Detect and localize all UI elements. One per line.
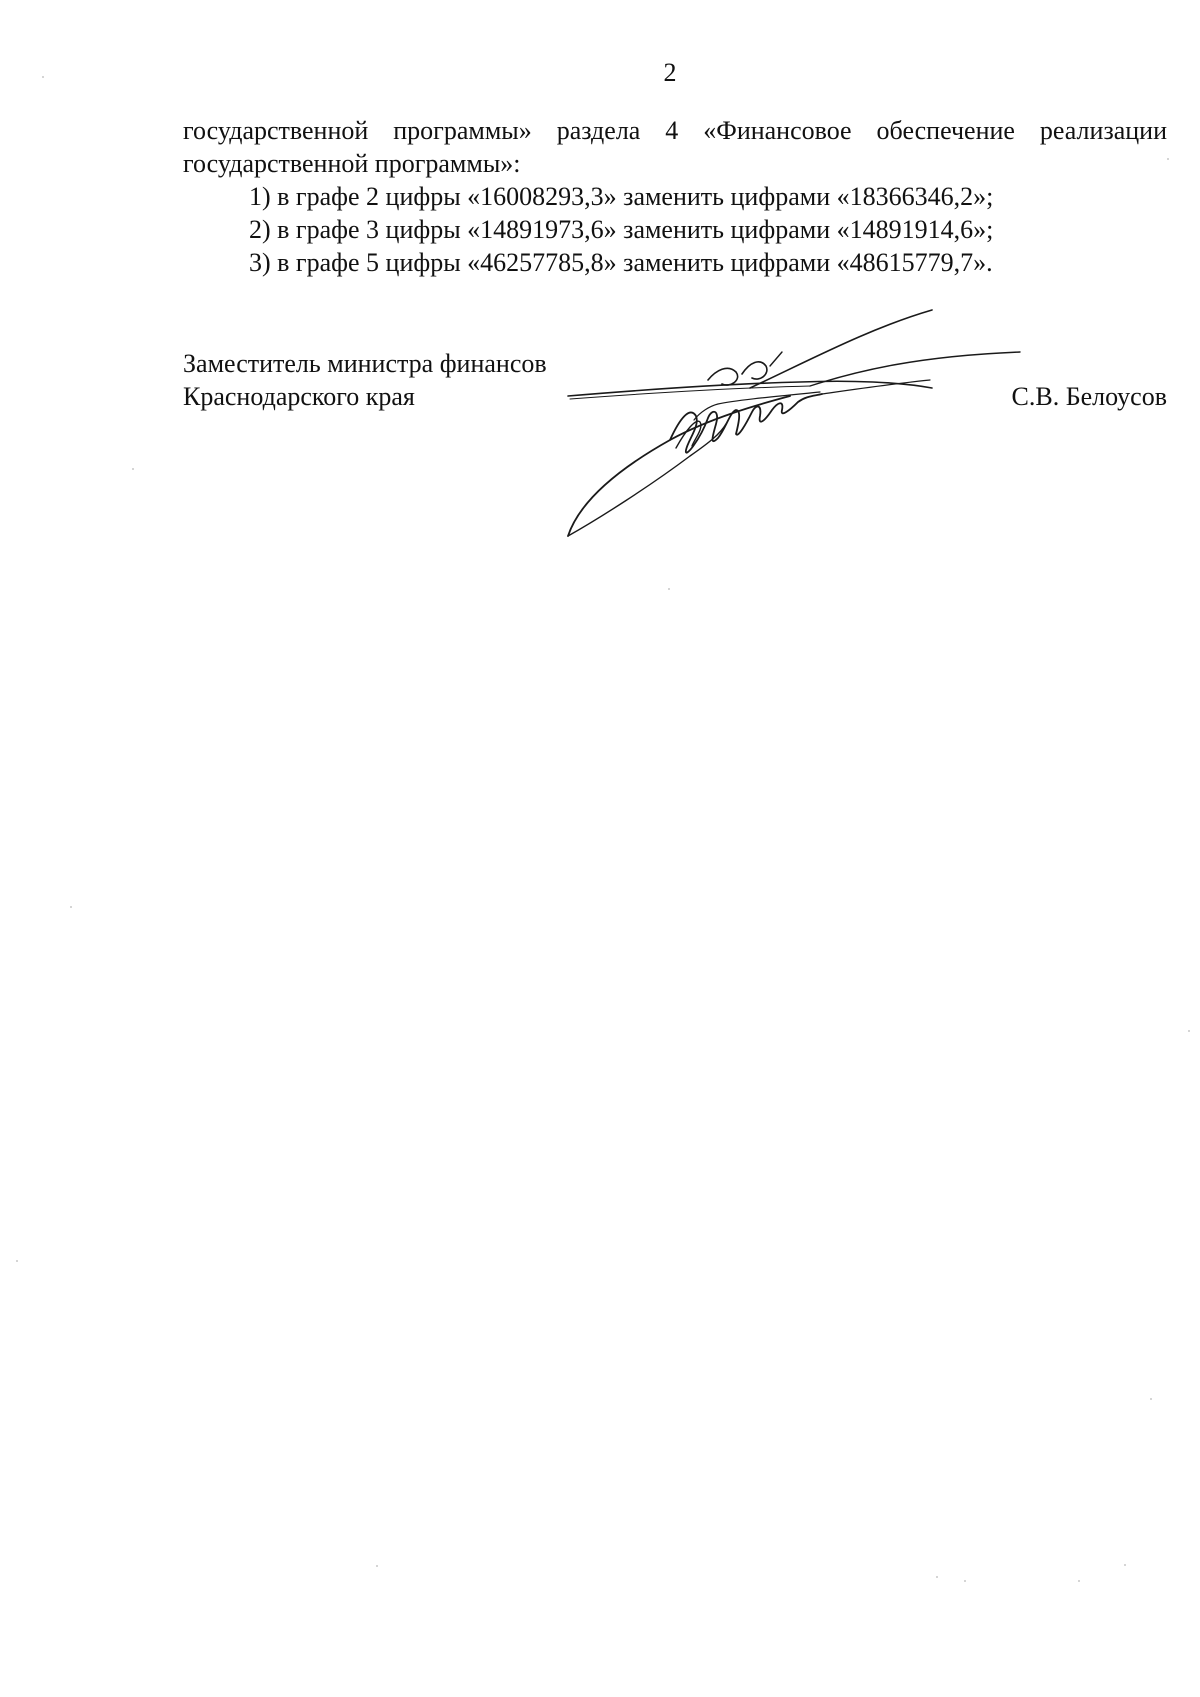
intro-paragraph: государственной программы» раздела 4 «Финансовое обеспечение реализации государственной программы»: (183, 116, 1167, 178)
scan-speck (42, 76, 44, 78)
list-item: 2) в графе 3 цифры «14891973,6» заменить цифрами «14891914,6»; (249, 215, 994, 244)
handwritten-signature (560, 300, 1040, 540)
position-line: Краснодарского края (183, 382, 415, 411)
page-number: 2 (663, 58, 677, 87)
scan-speck (1124, 1564, 1126, 1566)
signer-name: С.В. Белоусов (1011, 382, 1167, 411)
scan-speck (1150, 1398, 1152, 1400)
scan-speck (376, 1565, 378, 1567)
document-body (183, 114, 1167, 279)
scan-speck (16, 1260, 18, 1262)
scan-speck (1167, 158, 1169, 160)
scan-speck (936, 1576, 938, 1578)
scan-speck (70, 906, 72, 908)
list-item: 1) в графе 2 цифры «16008293,3» заменить цифрами «18366346,2»; (249, 182, 994, 211)
list-item: 3) в графе 5 цифры «46257785,8» заменить цифрами «48615779,7». (249, 248, 993, 277)
scan-speck (132, 468, 134, 470)
scan-speck (1188, 1030, 1190, 1032)
scan-speck (668, 588, 670, 590)
position-line: Заместитель министра финансов (183, 349, 547, 378)
scan-speck (964, 1580, 966, 1582)
scan-speck (1078, 1580, 1080, 1582)
signatory-position (183, 347, 547, 413)
